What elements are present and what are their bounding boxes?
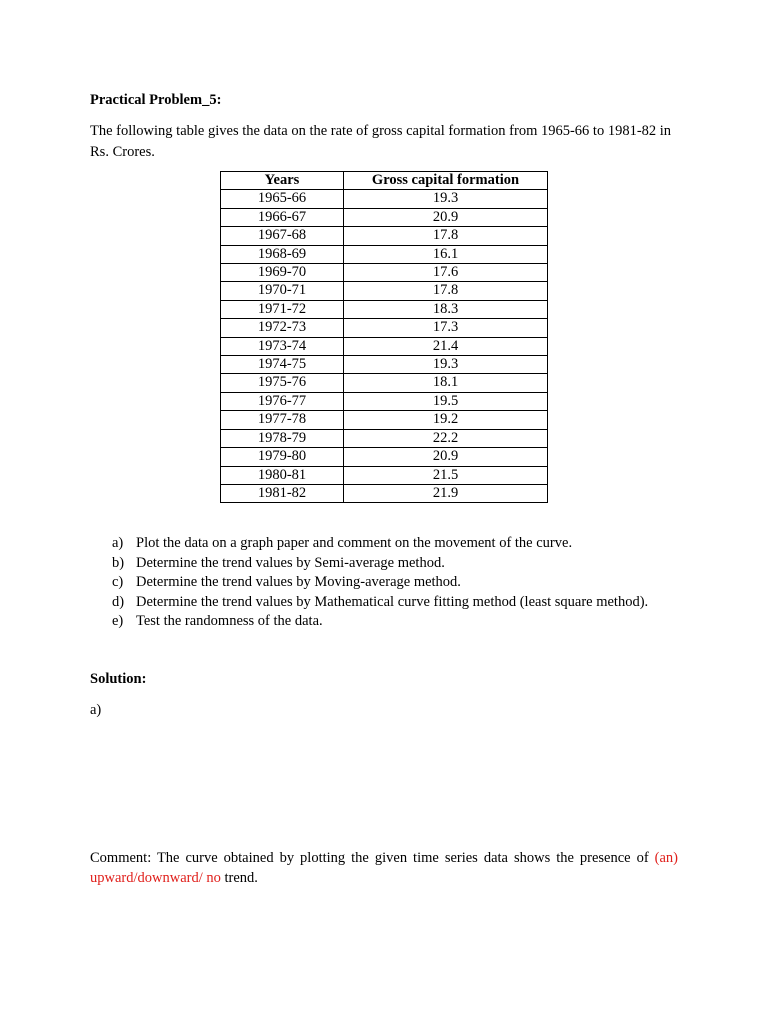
year-cell: 1975-76 xyxy=(221,374,344,392)
year-cell: 1970-71 xyxy=(221,282,344,300)
list-item xyxy=(112,534,648,554)
year-cell: 1976-77 xyxy=(221,392,344,410)
list-item xyxy=(112,593,648,613)
value-cell: 19.3 xyxy=(344,190,548,208)
value-cell: 18.3 xyxy=(344,300,548,318)
list-marker: d) xyxy=(112,593,125,610)
table-row xyxy=(221,319,548,337)
column-header-gross-capital: Gross capital formation xyxy=(344,172,548,190)
year-cell: 1966-67 xyxy=(221,208,344,226)
table-row xyxy=(221,190,548,208)
list-text: Determine the trend values by Semi-average method. xyxy=(136,554,445,571)
comment-prefix: Comment: The curve obtained by plotting the given time series data shows the presence of xyxy=(90,850,649,866)
value-cell: 22.2 xyxy=(344,429,548,447)
year-cell: 1981-82 xyxy=(221,484,344,502)
list-text: Test the randomness of the data. xyxy=(136,613,323,629)
table-row xyxy=(221,282,548,300)
list-marker: e) xyxy=(112,613,124,629)
table-row xyxy=(221,448,548,466)
table-row xyxy=(221,429,548,447)
list-item xyxy=(112,612,648,632)
year-cell: 1973-74 xyxy=(221,337,344,355)
year-cell: 1974-75 xyxy=(221,356,344,374)
value-cell: 16.1 xyxy=(344,245,548,263)
year-cell: 1971-72 xyxy=(221,300,344,318)
value-cell: 20.9 xyxy=(344,208,548,226)
table-row xyxy=(221,208,548,226)
data-table xyxy=(220,171,548,503)
table-row xyxy=(221,337,548,355)
list-item xyxy=(112,573,648,593)
list-text: Plot the data on a graph paper and comment on the movement of the curve. xyxy=(136,535,573,551)
value-cell: 17.3 xyxy=(344,319,548,337)
year-cell: 1968-69 xyxy=(221,245,344,263)
value-cell: 17.8 xyxy=(344,282,548,300)
problem-heading: Practical Problem_5: xyxy=(90,92,222,108)
table-row xyxy=(221,300,548,318)
year-cell: 1980-81 xyxy=(221,466,344,484)
list-marker: a) xyxy=(112,535,124,551)
comment-suffix: trend. xyxy=(224,870,258,886)
year-cell: 1969-70 xyxy=(221,264,344,282)
year-cell: 1967-68 xyxy=(221,227,344,245)
year-cell: 1977-78 xyxy=(221,411,344,429)
column-header-years: Years xyxy=(221,172,344,190)
value-cell: 19.2 xyxy=(344,411,548,429)
value-cell: 20.9 xyxy=(344,448,548,466)
year-cell: 1965-66 xyxy=(221,190,344,208)
value-cell: 19.3 xyxy=(344,356,548,374)
solution-heading: Solution: xyxy=(90,671,147,687)
table-body xyxy=(221,190,548,503)
comment-paragraph xyxy=(90,848,678,888)
value-cell: 21.9 xyxy=(344,484,548,502)
list-item xyxy=(112,554,648,574)
task-list xyxy=(112,534,648,632)
comment-highlight: (an) upward/downward/ no xyxy=(90,850,679,886)
list-marker: c) xyxy=(112,574,124,590)
table-row xyxy=(221,374,548,392)
year-cell: 1972-73 xyxy=(221,319,344,337)
list-text: Determine the trend values by Mathematical curve fitting method (least square method). xyxy=(136,593,649,610)
value-cell: 19.5 xyxy=(344,392,548,410)
value-cell: 21.5 xyxy=(344,466,548,484)
table-row xyxy=(221,466,548,484)
table-row xyxy=(221,392,548,410)
value-cell: 18.1 xyxy=(344,374,548,392)
list-text: Determine the trend values by Moving-average method. xyxy=(136,574,461,590)
value-cell: 17.8 xyxy=(344,227,548,245)
table-header-row xyxy=(221,172,548,190)
problem-intro: The following table gives the data on the rate of gross capital formation from 1965-66 to 1981-82 in Rs. Crores. xyxy=(90,123,672,160)
table-row xyxy=(221,264,548,282)
solution-part-a-label: a) xyxy=(90,702,102,718)
value-cell: 21.4 xyxy=(344,337,548,355)
table-row xyxy=(221,484,548,502)
list-marker: b) xyxy=(112,554,125,571)
table-row xyxy=(221,227,548,245)
year-cell: 1979-80 xyxy=(221,448,344,466)
value-cell: 17.6 xyxy=(344,264,548,282)
table-row xyxy=(221,411,548,429)
year-cell: 1978-79 xyxy=(221,429,344,447)
table-row xyxy=(221,356,548,374)
table-row xyxy=(221,245,548,263)
